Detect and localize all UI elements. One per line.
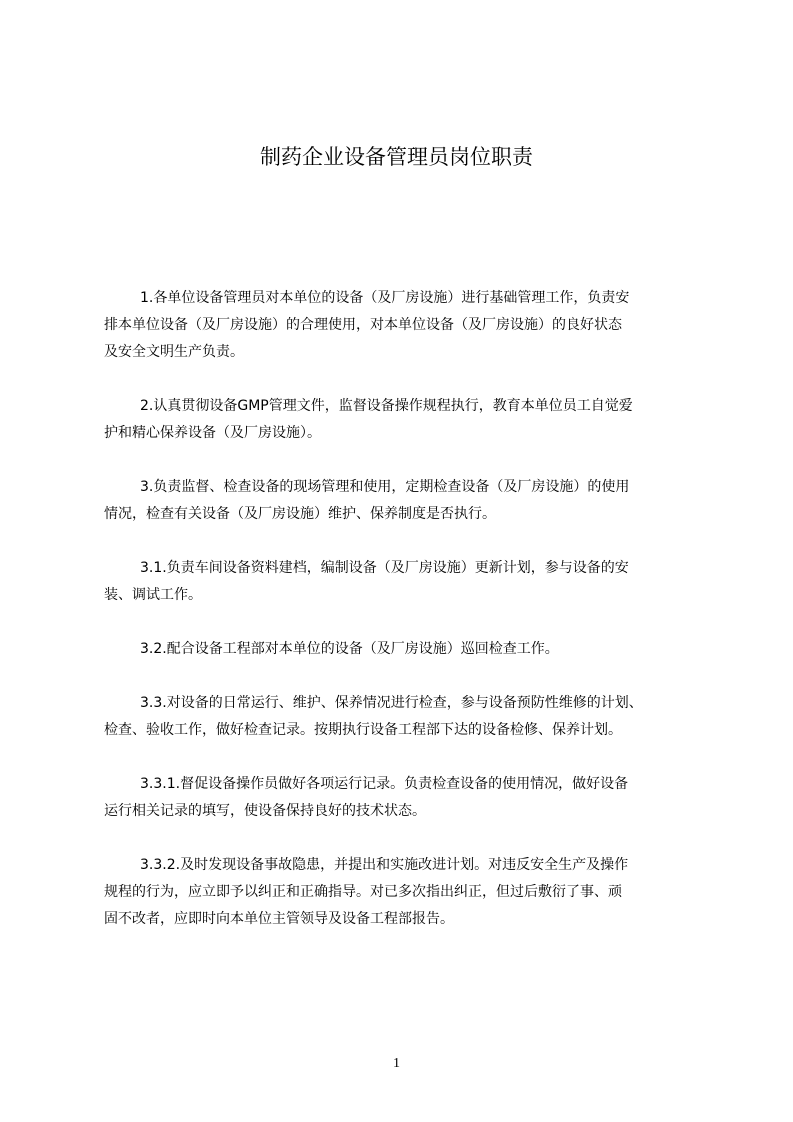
paragraph-line: 运行相关记录的填写，使设备保持良好的技术状态。 [104,803,426,819]
paragraph-line: 装、调试工作。 [104,587,202,603]
paragraph-3-3 [104,690,704,744]
paragraph-line: 3.1.负责车间设备资料建档，编制设备（及厂房设施）更新计划，参与设备的安 [140,560,629,576]
paragraph-3 [104,474,704,528]
paragraph-line: 3.3.2.及时发现设备事故隐患，并提出和实施改进计划。对违反安全生产及操作 [140,857,629,873]
paragraph-line: 1.各单位设备管理员对本单位的设备（及厂房设施）进行基础管理工作，负责安 [140,290,630,306]
paragraph-line: 规程的行为，应立即予以纠正和正确指导。对已多次指出纠正，但过后敷衍了事、顽 [104,884,622,900]
paragraph-line: 检查、验收工作，做好检查记录。按期执行设备工程部下达的设备检修、保养计划。 [104,722,622,738]
paragraph-line: 3.3.1.督促设备操作员做好各项运行记录。负责检查设备的使用情况，做好设备 [140,776,629,792]
document-body [104,285,704,960]
paragraph-line: 3.负责监督、检查设备的现场管理和使用，定期检查设备（及厂房设施）的使用 [140,479,630,495]
paragraph-3-2 [104,636,704,663]
paragraph-line: 护和精心保养设备（及厂房设施）。 [104,425,321,441]
paragraph-line: 固不改者，应即时向本单位主管领导及设备工程部报告。 [104,911,454,927]
page-title: 制药企业设备管理员岗位职责 [260,145,533,169]
paragraph-1 [104,285,704,366]
paragraph-line: 排本单位设备（及厂房设施）的合理使用，对本单位设备（及厂房设施）的良好状态 [104,317,622,333]
paragraph-3-3-1 [104,771,704,825]
paragraph-3-1 [104,555,704,609]
paragraph-3-3-2 [104,852,704,933]
paragraph-line: 3.2.配合设备工程部对本单位的设备（及厂房设施）巡回检查工作。 [140,641,559,657]
paragraph-2 [104,393,704,447]
page-number: 1 [393,1056,400,1071]
paragraph-line: 3.3.对设备的日常运行、维护、保养情况进行检查，参与设备预防性维修的计划、 [140,695,643,711]
paragraph-line: 2.认真贯彻设备GMP管理文件，监督设备操作规程执行，教育本单位员工自觉爱 [140,398,633,414]
paragraph-line: 及安全文明生产负责。 [104,344,244,360]
paragraph-line: 情况，检查有关设备（及厂房设施）维护、保养制度是否执行。 [104,506,496,522]
